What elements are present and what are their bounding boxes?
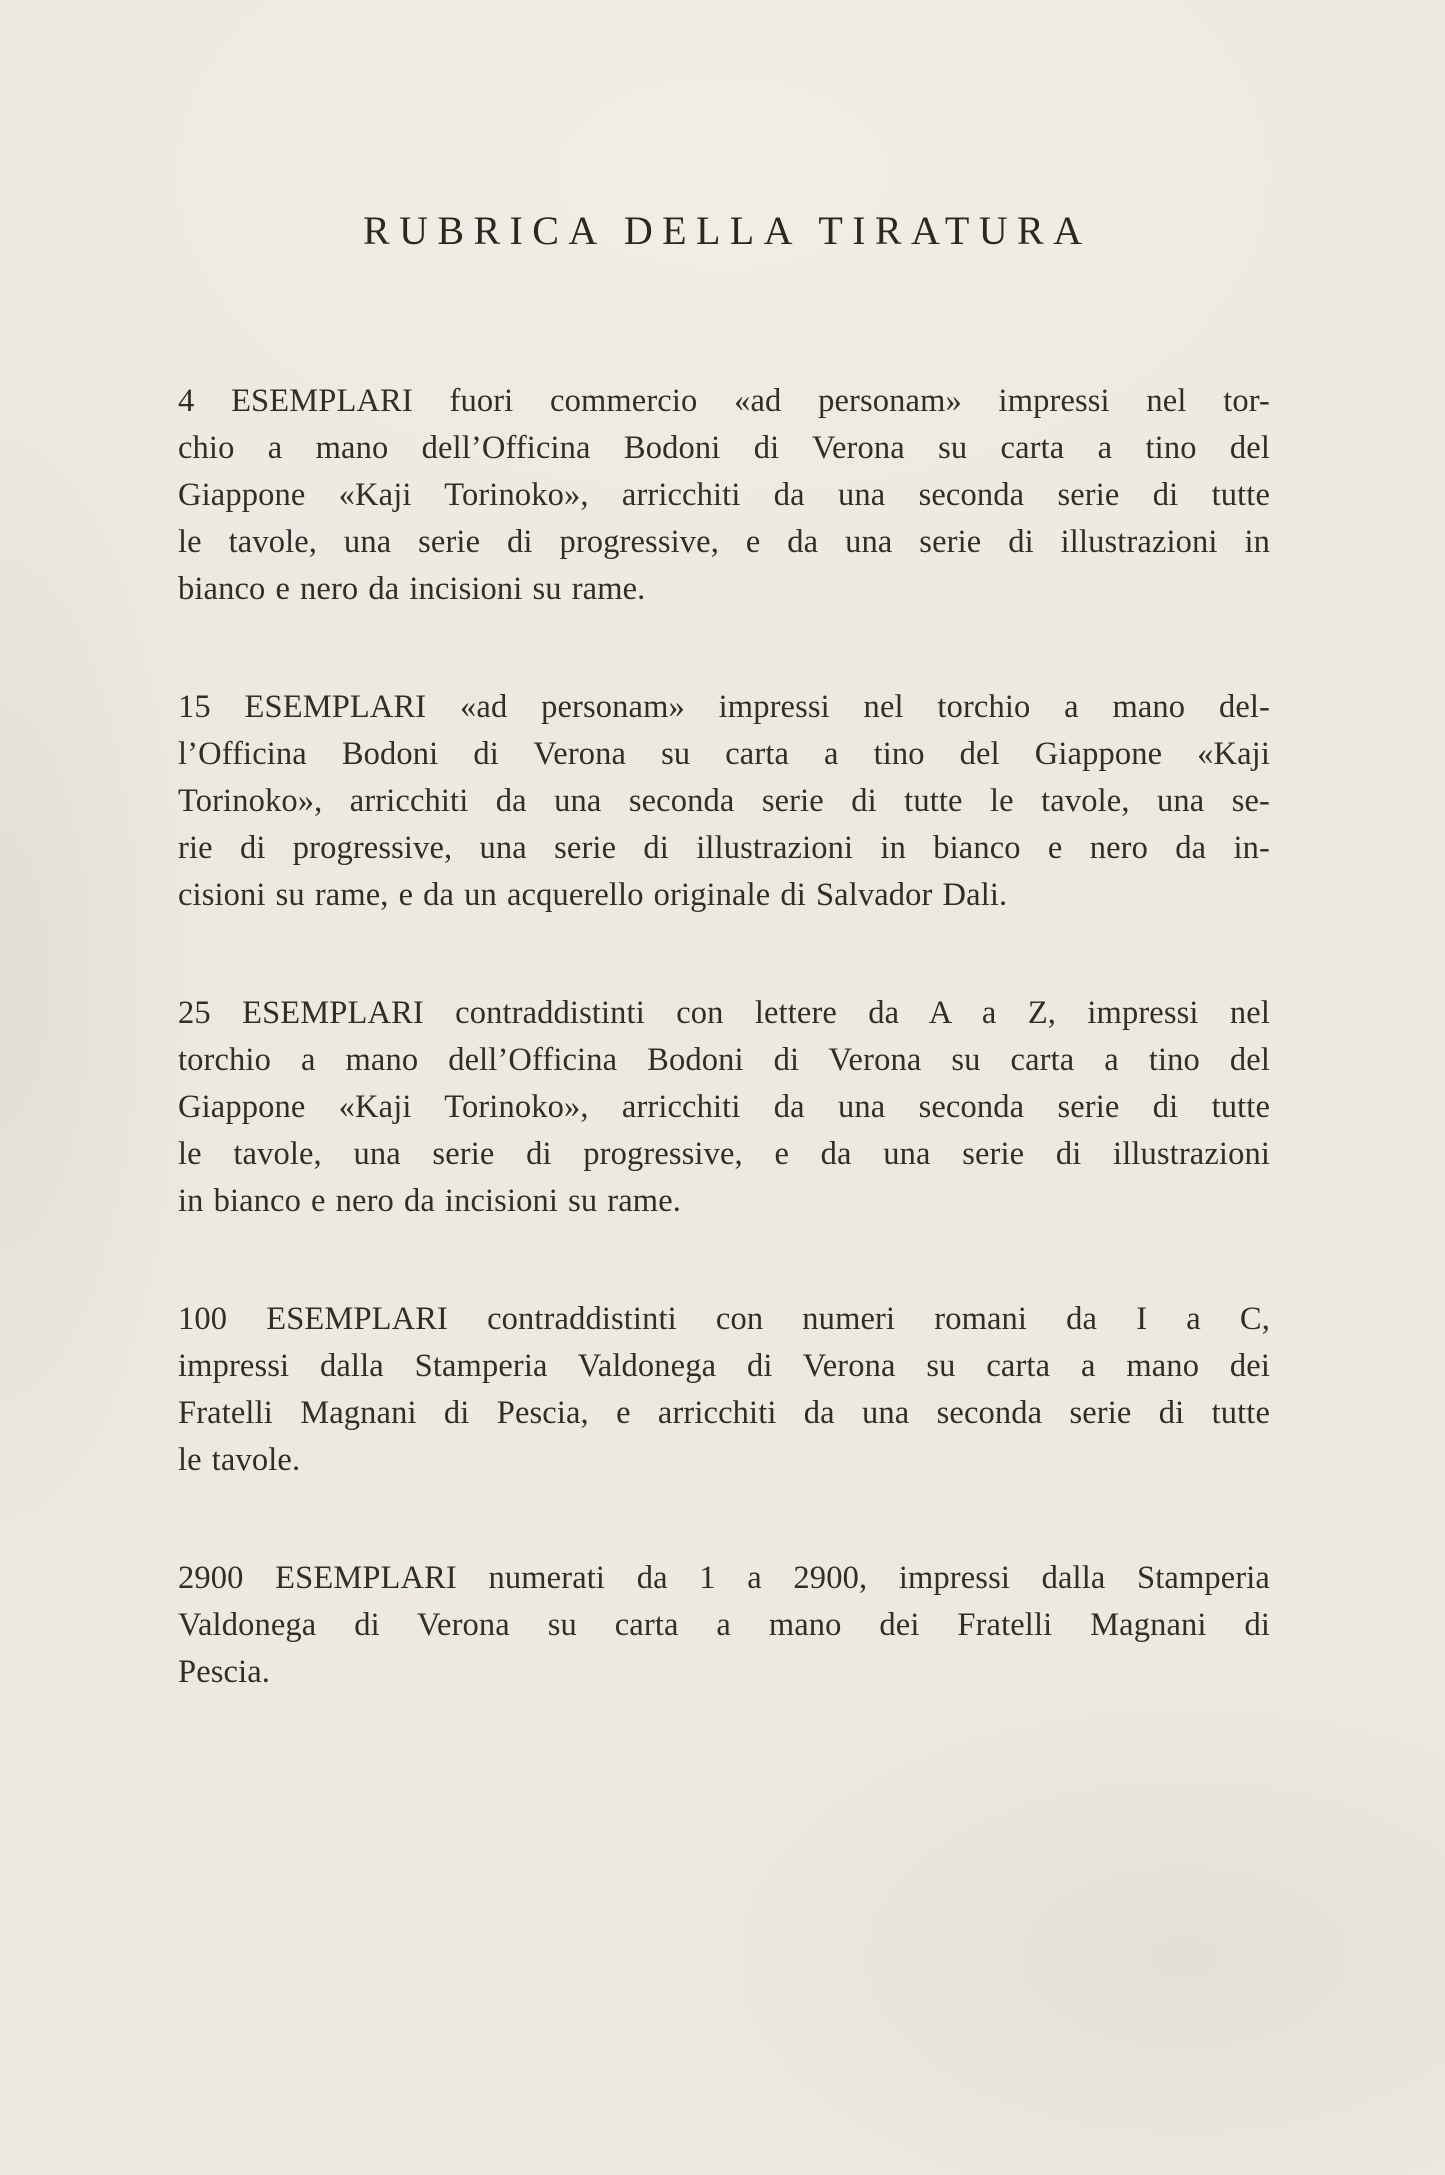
limitation-text-block <box>178 378 1270 1767</box>
text-line: Valdonega di Verona su carta a mano dei Fratelli Magnani di <box>178 1607 1270 1643</box>
text-line: chio a mano dell’Officina Bodoni di Verona su carta a tino del <box>178 430 1270 466</box>
text-line: 4 ESEMPLARI fuori commercio «ad personam» impressi nel tor- <box>178 383 1270 419</box>
paragraph-25-esemplari <box>178 990 1270 1225</box>
text-line: Pescia. <box>178 1654 271 1690</box>
text-line: rie di progressive, una serie di illustrazioni in bianco e nero da in- <box>178 830 1270 866</box>
text-line: 15 ESEMPLARI «ad personam» impressi nel torchio a mano del- <box>178 689 1270 725</box>
text-line: l’Officina Bodoni di Verona su carta a tino del Giappone «Kaji <box>178 736 1270 772</box>
text-line: 2900 ESEMPLARI numerati da 1 a 2900, impressi dalla Stamperia <box>178 1560 1270 1596</box>
text-line: Giappone «Kaji Torinoko», arricchiti da una seconda serie di tutte <box>178 477 1270 513</box>
text-line: Giappone «Kaji Torinoko», arricchiti da una seconda serie di tutte <box>178 1089 1270 1125</box>
text-line: in bianco e nero da incisioni su rame. <box>178 1183 682 1219</box>
text-line: cisioni su rame, e da un acquerello originale di Salvador Dali. <box>178 877 1008 913</box>
paragraph-2900-esemplari <box>178 1555 1270 1696</box>
text-line: Torinoko», arricchiti da una seconda serie di tutte le tavole, una se- <box>178 783 1270 819</box>
paragraph-15-esemplari <box>178 684 1270 919</box>
paragraph-100-esemplari <box>178 1296 1270 1484</box>
text-line: le tavole, una serie di progressive, e da una serie di illustrazioni <box>178 1136 1270 1172</box>
text-line: torchio a mano dell’Officina Bodoni di Verona su carta a tino del <box>178 1042 1270 1078</box>
page-title: RUBRICA DELLA TIRATURA <box>363 208 1092 253</box>
text-line: bianco e nero da incisioni su rame. <box>178 571 646 607</box>
paragraph-4-esemplari <box>178 378 1270 613</box>
text-line: 100 ESEMPLARI contraddistinti con numeri romani da I a C, <box>178 1301 1270 1337</box>
text-line: impressi dalla Stamperia Valdonega di Verona su carta a mano dei <box>178 1348 1270 1384</box>
text-line: le tavole, una serie di progressive, e da una serie di illustrazioni in <box>178 524 1270 560</box>
text-line: Fratelli Magnani di Pescia, e arricchiti da una seconda serie di tutte <box>178 1395 1270 1431</box>
text-line: le tavole. <box>178 1442 301 1478</box>
text-line: 25 ESEMPLARI contraddistinti con lettere da A a Z, impressi nel <box>178 995 1270 1031</box>
